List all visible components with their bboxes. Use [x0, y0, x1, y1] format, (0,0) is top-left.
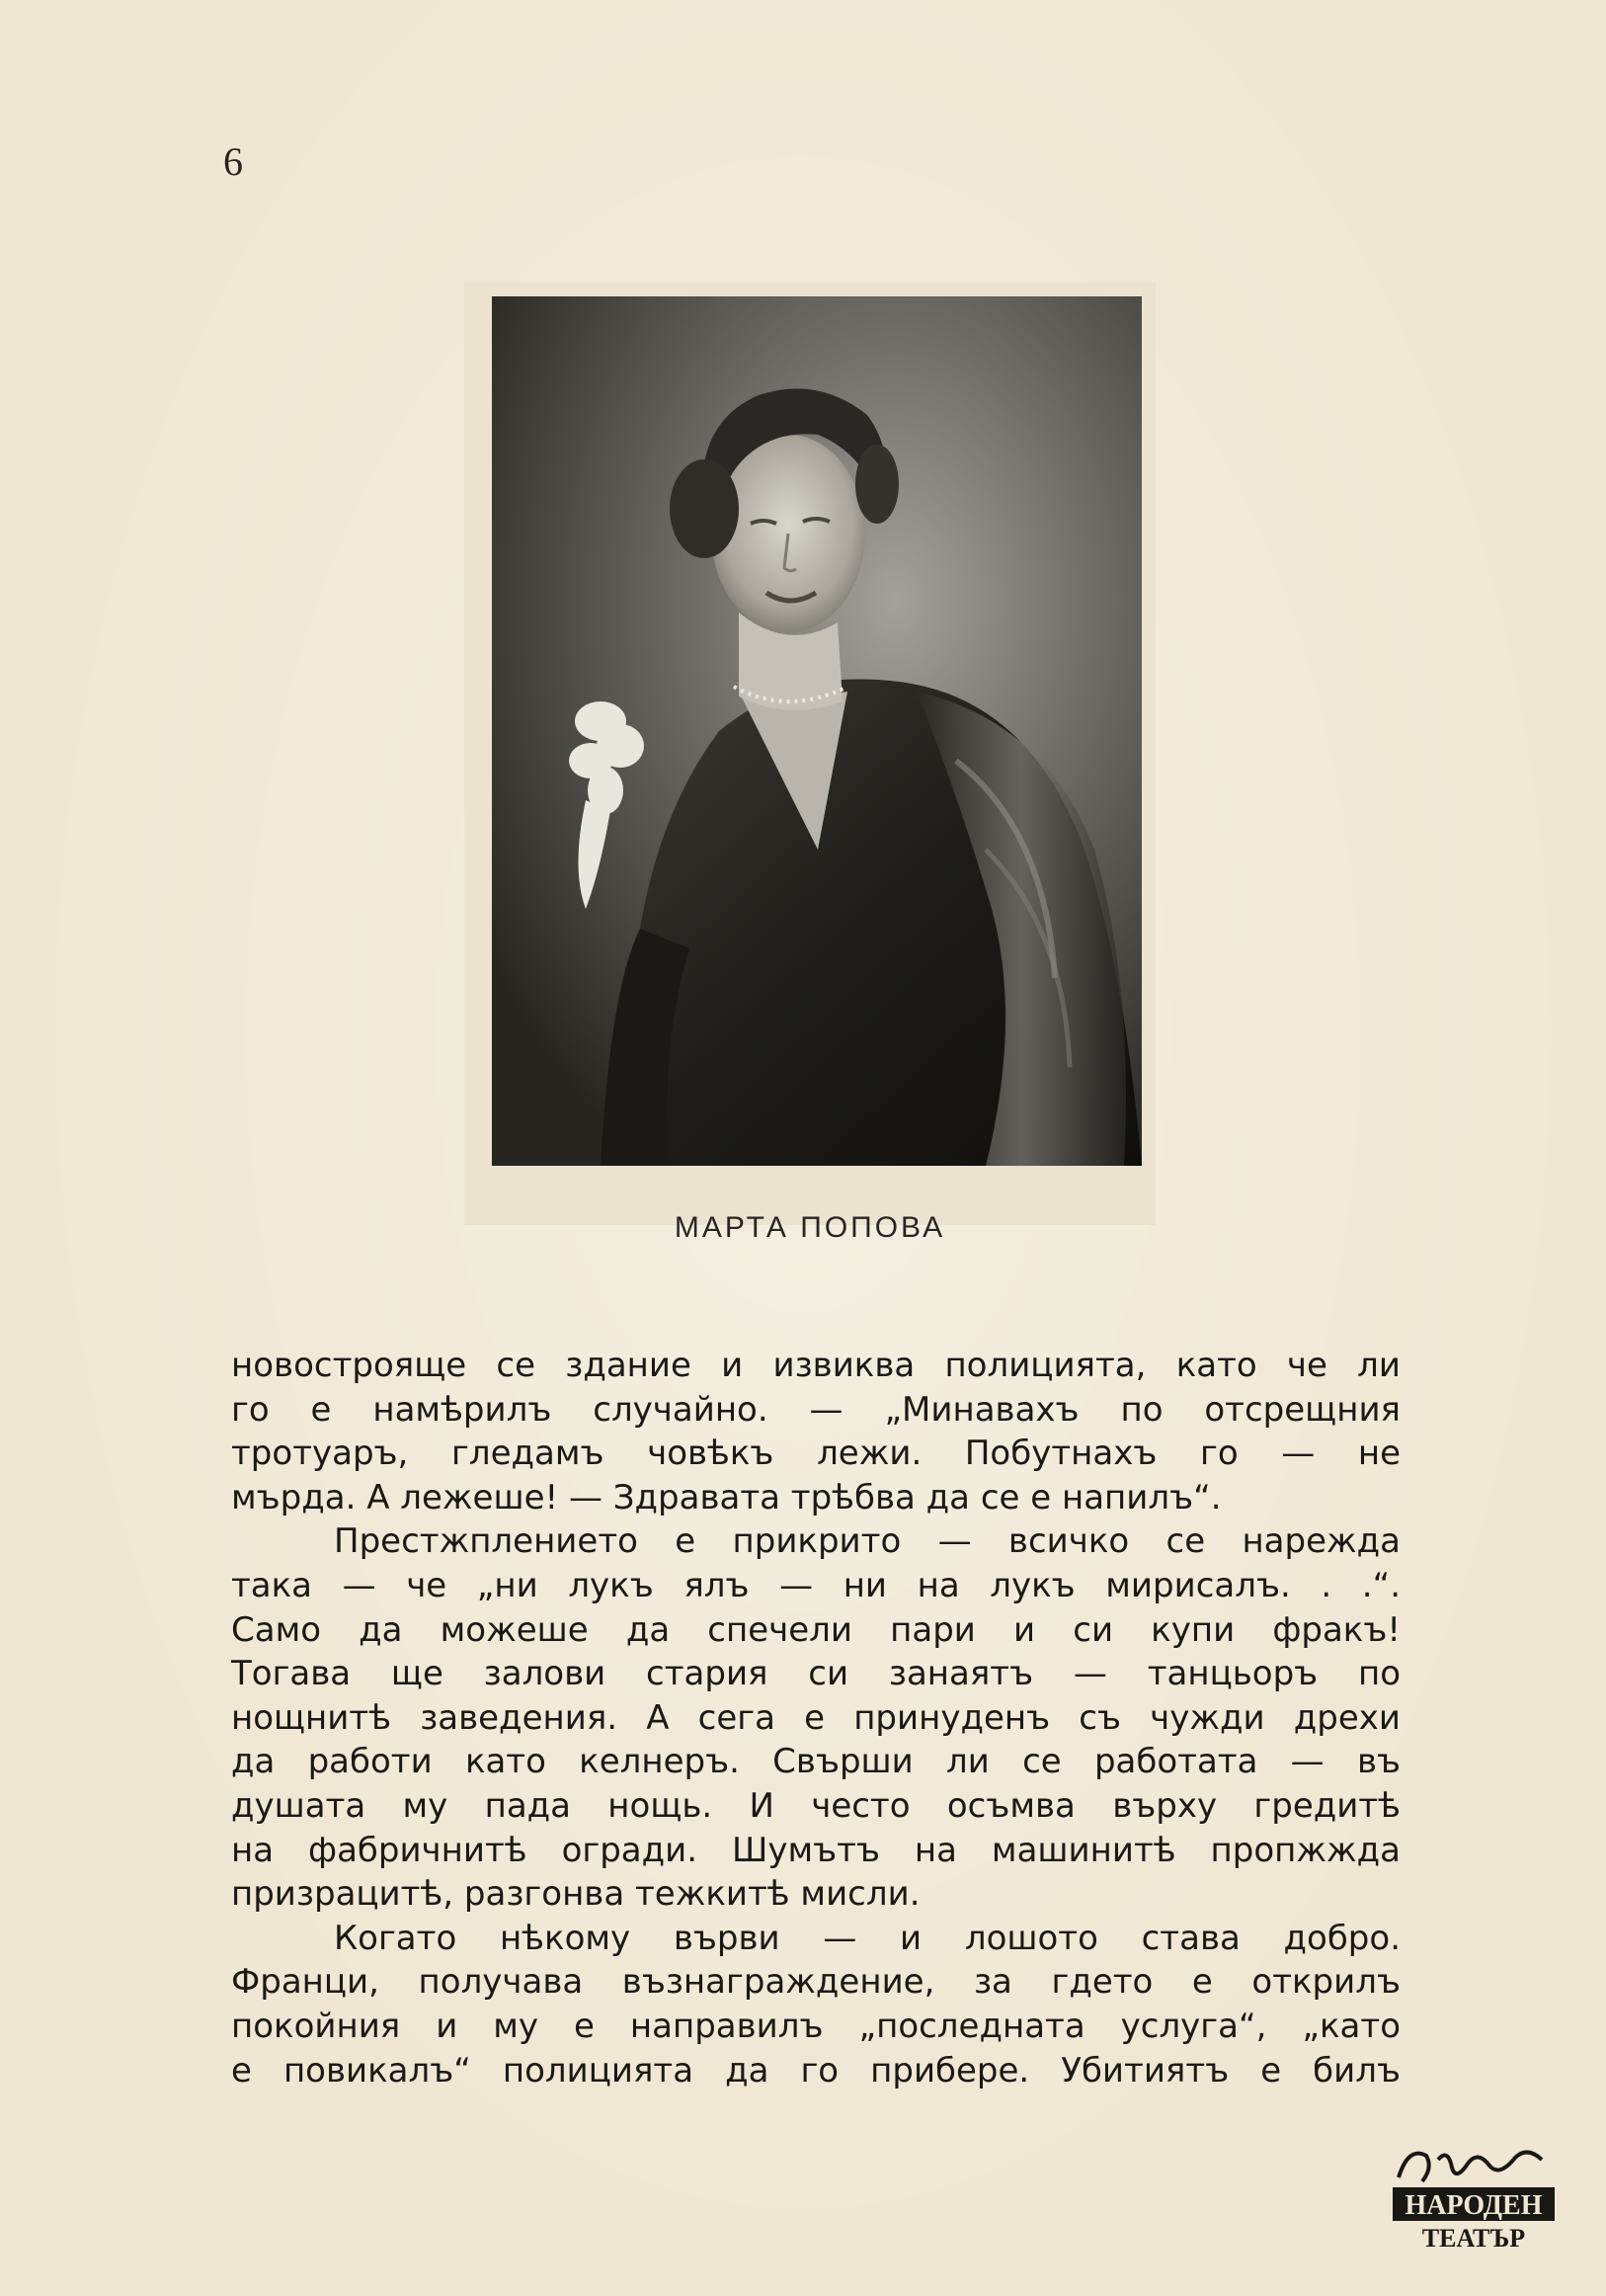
text-line: го е намѣрилъ случайно. — „Минавахъ по отсрещния [231, 1389, 1401, 1430]
text-line: душата му пада нощь. И често осъмва върху гредитѣ [231, 1785, 1401, 1826]
text-line: покойния и му е направилъ „последната услуга“, „като [231, 2006, 1401, 2046]
text-line: така — че „ни лукъ ялъ — ни на лукъ мирисалъ. . .“. [231, 1565, 1401, 1605]
text-line: мърда. А лежеше! — Здравата трѣбва да се е напилъ“. [231, 1477, 1222, 1517]
svg-text:НАРОДЕН: НАРОДЕН [1405, 2190, 1543, 2221]
text-line: Когато нѣкому върви — и лошото става добро. [334, 1918, 1401, 1958]
portrait-image [492, 296, 1142, 1166]
text-line: новостроящe се здание и извиква полицията, като че ли [231, 1346, 1401, 1385]
photo-caption: МАРТА ПОПОВА [674, 1211, 946, 1244]
text-line: на фабричнитѣ огради. Шумътъ на машинитѣ пропжжда [231, 1830, 1401, 1870]
text-line: нощнитѣ заведения. А сега е принуденъ съ чужди дрехи [231, 1697, 1401, 1738]
svg-text:ТЕАТЪР: ТЕАТЪР [1421, 2224, 1526, 2253]
theatre-stamp [1379, 2138, 1566, 2256]
text-line: призрацитѣ, разгонва тежкитѣ мисли. [231, 1874, 921, 1915]
body-text [231, 1344, 1401, 2092]
portrait-photo [492, 296, 1142, 1166]
text-line: Само да можеше да спечели пари и си купи фракъ! [231, 1609, 1401, 1650]
text-line: Тогава ще залови стария си занаятъ — танцьоръ по [231, 1654, 1401, 1694]
photo-mount [464, 283, 1156, 1225]
text-line: да работи като келнеръ. Свърши ли се работата — въ [231, 1742, 1401, 1782]
text-line: Франци, получава възнаграждение, за гдето е открилъ [231, 1962, 1401, 2003]
page-number: 6 [223, 139, 243, 184]
text-line: тротуаръ, гледамъ човѣкъ лежи. Побутнахъ го — не [231, 1434, 1401, 1474]
text-line: Престжплението е прикрито — всичко се нарежда [334, 1521, 1401, 1562]
text-line: е повикалъ“ полицията да го прибере. Убитиятъ е билъ [231, 2050, 1401, 2091]
theatre-logo-icon [1379, 2138, 1566, 2256]
